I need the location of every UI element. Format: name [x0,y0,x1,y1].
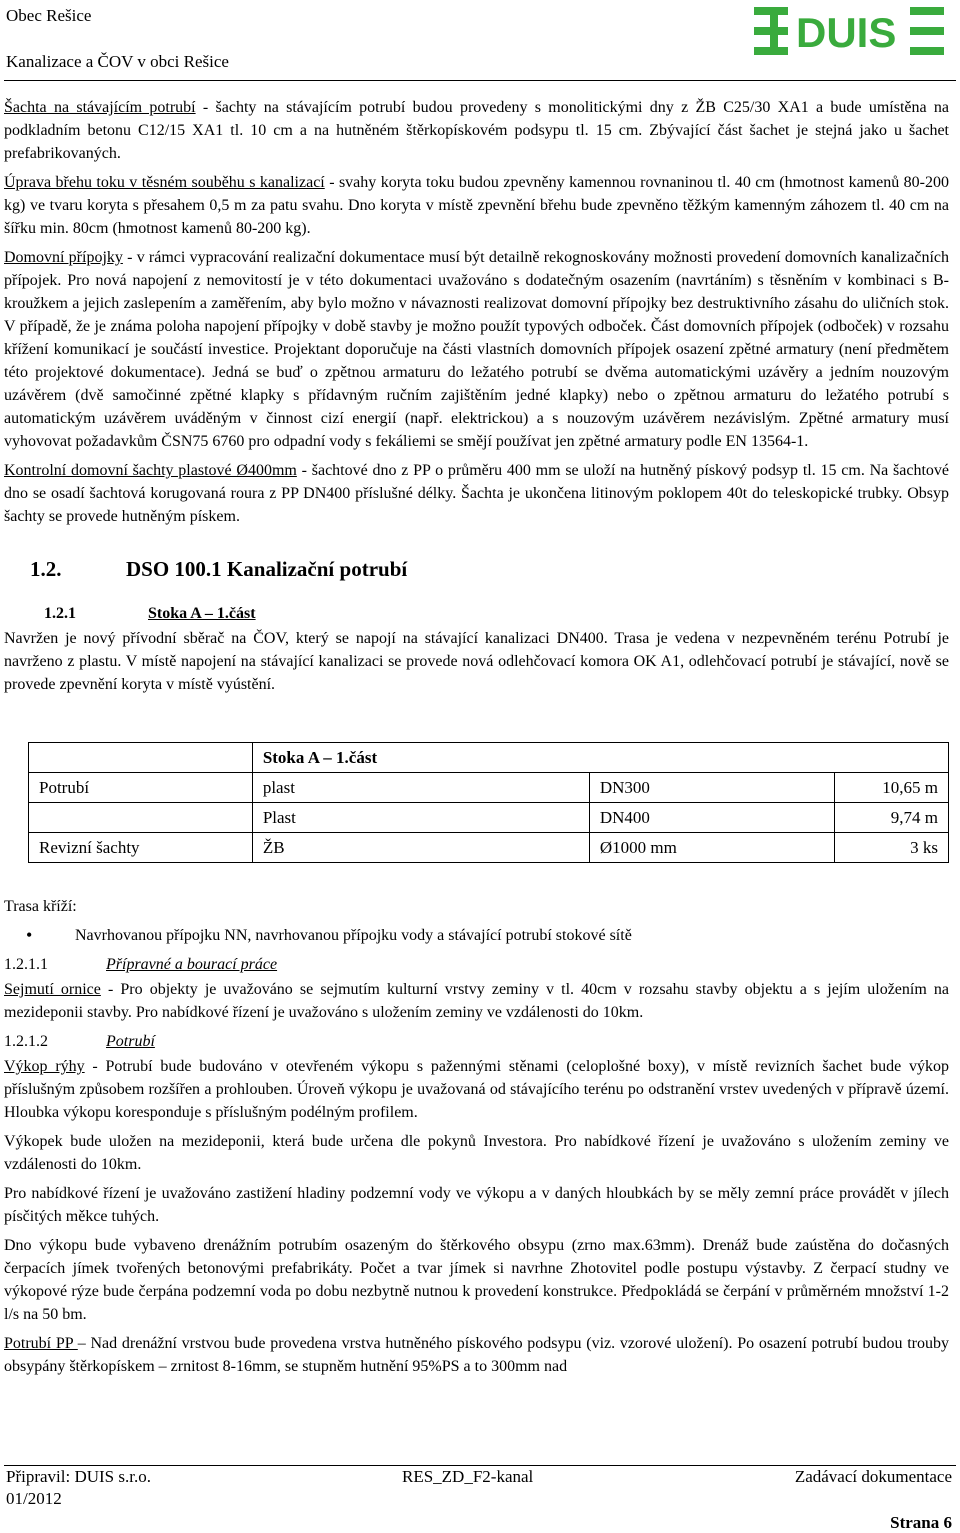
heading-title: DSO 100.1 Kanalizační potrubí [126,557,408,581]
para-lead: Domovní přípojky [4,249,123,266]
heading-1-2 [4,558,949,592]
paragraph-stoka-a: Navržen je nový přívodní sběrač na ČOV, který se napojí na stávající kanalizaci DN400. Trasa je vedena v nezpevněném terénu Potrubí je navrženo z plastu. V místě napojení na stávající kanalizaci se provede nová odlehčovací komora OK A1, odlehčovací potrubí je stávající, nově se provede zpevnění koryta v místě vyústění. [4,630,949,693]
para-text: - Potrubí bude budováno v otevřeném výkopu s pažennými stěnami (celoplošné boxy), v místě revizních šachet bude výkop příslušným způsobem rozšířen a prohlouben. Úroveň výkopu je uvažovaná od stávajícího terénu po odstranění vrstev uvedených v přípravě území. Hloubka výkopu koresponduje s příslušným podélným profilem. [4,1058,950,1121]
table-cell: plast [252,773,589,803]
footer-doc-type: Zadávací dokumentace [794,1467,952,1486]
header-org: Obec Rešice [6,6,92,25]
table-cell [29,803,253,833]
list-item: • Navrhovanou přípojku NN, navrhovanou přípojku vody a stávající potrubí stokové sítě [4,924,949,947]
footer-file-code: RES_ZD_F2-kanal [402,1467,534,1486]
heading-title: Přípravné a bourací práce [106,956,278,973]
heading-number: 1.2. [30,557,62,581]
footer-date: 01/2012 [6,1489,62,1508]
heading-1-2-1-1 [4,953,949,976]
table-cell: 3 ks [835,833,949,863]
trasa-label: Trasa kříží: [4,898,77,915]
paragraph-sachta [4,96,949,165]
table-cell: 9,74 m [835,803,949,833]
table-cell: ŽB [252,833,589,863]
footer-author: Připravil: DUIS s.r.o. [6,1467,151,1486]
para-lead: Potrubí PP [4,1335,78,1352]
paragraph-dno-vykopu: Dno výkopu bude vybaveno drenážním potrubím osazeným do štěrkového obsypu (zrno max.63mm). Drenáž bude zaústěna do dočasných čerpacích jímek tvořených betonovými prefabrikáty. Počet a tvar jímek si navrhne Zhotovitel podle postupu výstavby. Z čerpací studny ve výkopové rýze bude čerpána podzemní voda po dobu nezbytně nutnou k provedení konstrukce. Předpokládá se čerpání v průměrném množství 1-2 l/s na 50 bm. [4,1237,949,1323]
para-text: - Pro objekty je uvažováno se sejmutím kulturní vrstvy zeminy v tl. 40cm v rozsahu stavby objektu a s jejím uložením na mezideponii stavby. Pro nabídkové řízení je uvažováno s uložením zeminy ve vzdálenosti do 10km. [4,981,949,1021]
table-header-row [29,743,949,773]
page-footer [0,1465,960,1531]
table-cell: Potrubí [29,773,253,803]
table-cell [29,743,253,773]
heading-number: 1.2.1.1 [4,956,48,973]
table-cell: Ø1000 mm [589,833,834,863]
logo-text: DUIS [796,9,897,56]
para-text: - šachty na stávajícím potrubí budou provedeny s monolitickými dny z ŽB C25/30 XA1 a bude umístěna na podkladním betonu C12/15 XA1 tl. 10 cm a na hutněném štěrkopískovém podsypu tl. 15 cm. Zbývající část šachet je stejná jako u šachet prefabrikovaných. [4,99,949,162]
para-lead: Šachta na stávajícím potrubí [4,99,196,116]
para-text: - šachtové dno z PP o průměru 400 mm se uloží na hutněný pískový podsyp tl. 15 cm. Na šachtové dno se osadí šachtová korugovaná roura z PP DN400 příslušné délky. Šachta je ukončena litinovým poklopem 40t do teleskopické trubky. Obsyp šachty se provede hutněným pískem. [4,462,950,525]
header-project: Kanalizace a ČOV v obci Rešice [6,52,229,71]
paragraph-sejmuti-ornice [4,978,949,1024]
para-text: – Nad drenážní vrstvou bude provedena vrstva hutněného pískového podsypu (viz. vzorové uložení). Po osazení potrubí budou trouby obsypány štěrkopískem – zrnitost 8-16mm, se stupněm hutnění 95%PS a to 300mm nad [4,1335,949,1375]
document-body [4,96,949,1384]
trasa-list [4,924,949,947]
table-row [29,833,949,863]
para-text: - v rámci vypracování realizační dokumentace musí být detailně rekognoskovány možnosti provedení domovních kanalizačních přípojek. Pro nová napojení z nemovitostí je v této dokumentaci uvažováno s dodatečným osazením (navrtáním) s těsněním v kombinaci s B-kroužkem a jejich zaslepením a zaměřením, aby bylo možno v návaznosti realizovat domovní přípojky bez destruktivního zásahu do uličních stok. V případě, že je známa poloha napojení přípojky v době stavby je možno použít typových odboček. Část domovních přípojek (odboček) v rozsahu křížení komunikací je součástí investice. Projektant doporučuje na části vlastních domovních přípojek osazení zpětné armatury (není předmětem této projektové dokumentace). Jedná se buď o zpětnou armaturu do ležatého potrubí se dvěma automatickými uzávěry a jedním nouzovým uzávěrem (dvě samočinné zpětné klapky s přídavným ručním zajištěním jedné klapky) nebo o zpětnou armaturu do ležatého potrubí s automatickým uzávěrem uváděným v činnost cizí energií (např. elektrickou) a s nouzovým uzávěrem nezávislým. Zpětné armatury musí vyhovovat požadavkům ČSN75 6760 pro odpadní vody s fekáliemi se smějí používat jen zpětné armatury podle EN 13564-1. [4,249,949,450]
paragraph-vykop-ryhy [4,1055,949,1124]
table-title: Stoka A – 1.část [252,743,948,773]
heading-1-2-1 [4,602,949,625]
paragraph-podzemni-voda: Pro nabídkové řízení je uvažováno zastižení hladiny podzemní vody ve výkopu a v daných hloubkách by se měly zemní práce provádět v jílech písčitých měkce tuhých. [4,1185,949,1225]
heading-number: 1.2.1.2 [4,1033,48,1050]
footer-rule [4,1465,956,1466]
page-number: Strana 6 [890,1513,952,1532]
heading-title: Stoka A – 1.část [148,605,256,622]
table-cell: 10,65 m [835,773,949,803]
paragraph-kontrolni-sachty [4,459,949,528]
stoka-table [28,742,949,863]
table-cell: Plast [252,803,589,833]
heading-number: 1.2.1 [44,605,76,622]
table-row [29,773,949,803]
table-cell: DN400 [589,803,834,833]
table-cell: DN300 [589,773,834,803]
para-text: - svahy koryta toku budou zpevněny kamennou rovnaninou tl. 40 cm (hmotnost kamenů 80-200 kg) ve tvaru koryta s přesahem 0,5 m za patu svahu. Dno koryta v místě zpevnění břehu bude zpevněno těžkým kamenným záhozem tl. 40 cm na šířku min. 80cm (hmotnost kamenů 80-200 kg). [4,174,949,237]
paragraph-vykopek: Výkopek bude uložen na mezideponii, která bude určena dle pokynů Investora. Pro nabídkové řízení je uvažováno s uložením zeminy ve vzdálenosti do 10km. [4,1133,949,1173]
duis-logo [752,2,952,67]
paragraph-potrubi-pp [4,1332,949,1378]
para-lead: Výkop rýhy [4,1058,85,1075]
paragraph-domovni-pripojky [4,246,949,453]
heading-title: Potrubí [106,1033,155,1050]
header-rule [4,80,956,81]
para-lead: Kontrolní domovní šachty plastové Ø400mm [4,462,297,479]
table-row [29,803,949,833]
table-cell: Revizní šachty [29,833,253,863]
para-lead: Sejmutí ornice [4,981,101,998]
para-lead: Úprava břehu toku v těsném souběhu s kanalizací [4,174,325,191]
page-header [0,0,960,80]
paragraph-uprava-brehu [4,171,949,240]
duis-logo-icon [752,2,952,62]
heading-1-2-1-2 [4,1030,949,1053]
